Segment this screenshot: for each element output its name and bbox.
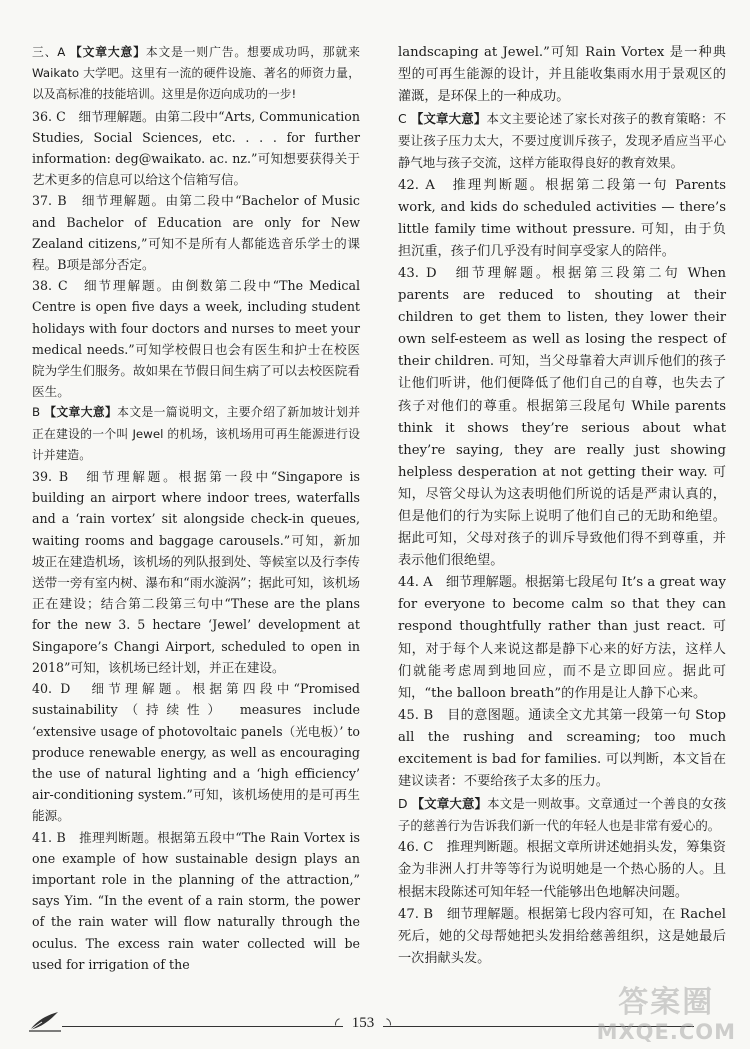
answer-explanation: 46. C 推理判断题。根据文章所讲述她捐头发，筹集资金为非洲人打井等等行为说明她是一个热心肠的人。且根据末段陈述可知年轻一代能够出色地解决问题。 [398,840,726,900]
answer-explanation: 42. A 推理判断题。根据第二段第一句 Parents work, and kids do scheduled activities — there’s little family time without pressure. 可知，由于负担沉重，孩子们几乎没有时间享受家人的陪伴。 [398,177,726,259]
answer-explanation: 45. B 目的意图题。通读全文尤其第一段第一句 Stop all the rushing and screaming; too much excitement is bad for families. 可以判断，本文旨在建议读者：不要给孩子太多的压力。 [398,707,726,790]
right-column [398,42,726,970]
article-summary: C 【文章大意】本文主要论述了家长对孩子的教育策略：不要让孩子压力太大，不要过度训斥孩子，发现矛盾应当平心静气地与孩子交流，这样方能取得良好的教育效果。 [398,111,727,171]
answer-explanation: 41. B 推理判断题。根据第五段中“The Rain Vortex is one example of how sustainable design plays an important role in the planning of the attraction,” says Yim. “In the event of a rain storm, the power of the rain water will flow naturally through the oculus. The excess rain water collected will be used for irrigation of the [32,829,360,972]
answer-explanation: landscaping at Jewel.”可知 Rain Vortex 是一种典型的可再生能源的设计，并且能收集雨水用于景观区的灌溉，是环保上的一种成功。 [398,45,726,105]
answer-explanation: 36. C 细节理解题。由第二段中“Arts, Communication Studies, Social Sciences, etc. . . . for further information: deg@waikato. ac. nz.”可知想要获得关于艺术更多的信息可以给这个信箱写信。 [32,108,360,188]
quill-pen-icon [28,1010,62,1032]
answer-explanation: 40. D 细节理解题。根据第四段中“Promised sustainability（持续性） measures include ‘extensive usage of photovoltaic panels（光电板）’ to produce renewable energy, as well as encouraging the use of natural lighting and a ‘high efficiency’ air-conditioning system.”可知，该机场使用的是可再生能源。 [32,681,360,824]
answer-explanation: 38. C 细节理解题。由倒数第二段中“The Medical Centre is open five days a week, including student holidays with four doctors and nurses to meet your medical needs.”可知学校假日也会有医生和护士在校医院为学生们服务。故如果在节假日间生病了可以去校医院看医生。 [32,278,360,400]
answer-explanation: 44. A 细节理解题。根据第七段尾句 It’s a great way for everyone to become calm so that they can respond thoughtfully rather than just react. 可知，对于每个人来说这都是静下心来的好方法，这样人们就能考虑周到地回应，而不是立即回应。据此可知，“the balloon breath”的作用是让人静下心来。 [398,575,726,701]
article-summary: D 【文章大意】本文是一则故事。文章通过一个善良的女孩子的慈善行为告诉我们新一代的年轻人也是非常有爱心的。 [398,796,726,834]
answer-explanation: 43. D 细节理解题。根据第三段第二句 When parents are reduced to shouting at their children to get them to listen, they lower their own self-esteem as well as losing the respect of their children. 可知，当父母靠着大声训斥他们的孩子让他们听讲，他们便降低了他们自己的自尊，也失去了孩子对他们的尊重。根据第三段尾句 While parents think it shows they’re serious about what they’re saying, they are really just showing helpless desperation at not getting their way. 可知，尽管父母认为这表明他们所说的话是严肃认真的，但是他们的行为实际上说明了他们自己的无助和绝望。据此可知，父母对孩子的训斥导致他们得不到尊重，并表示他们很绝望。 [398,265,726,569]
summary-tag: 【文章大意】 [69,45,146,59]
answer-explanation: 39. B 细节理解题。根据第一段中“Singapore is building an airport where indoor trees, waterfalls and a ‘rain vortex’ sit alongside check-in queues, waiting rooms and baggage carousels.”可知，新加坡正在建造机场，该机场的列队报到处、等候室以及行李传送带一旁有室内树、瀑布和“雨水漩涡”；据此可知，该机场正在建设；结合第二段第三句中“These are the plans for the new 3. 5 hectare ‘Jewel’ development at Singapore’s Changi Airport, scheduled to open in 2018”可知，该机场已经计划，并正在建设。 [32,469,360,675]
article-summary: B 【文章大意】本文是一篇说明文，主要介绍了新加坡计划并正在建设的一个叫 Jewel 的机场，该机场用可再生能源进行设计并建造。 [32,405,360,462]
answer-explanation: 47. B 细节理解题。根据第七段内容可知，在 Rachel 死后，她的父母帮她把头发捐给慈善组织，这是她最后一次捐献头发。 [398,906,726,966]
summary-tag: 【文章大意】 [44,405,118,420]
summary-tag: 【文章大意】 [411,796,488,812]
watermark-logo: 答案圈 MXQE.COM [596,985,736,1044]
left-column [32,42,360,975]
page-number: 153 [343,1012,383,1034]
article-summary: 三、A 【文章大意】本文是一则广告。想要成功吗，那就来 Waikato 大学吧。这里有一流的硬件设施、著名的师资力量，以及高标准的技能培训。这里是你迈向成功的一步! [32,45,360,102]
answer-explanation: 37. B 细节理解题。由第二段中“Bachelor of Music and Bachelor of Education are only for New Zealand citizens,”可知不是所有人都能选音乐学士的课程。B项是部分否定。 [32,193,360,273]
summary-tag: 【文章大意】 [410,111,487,127]
